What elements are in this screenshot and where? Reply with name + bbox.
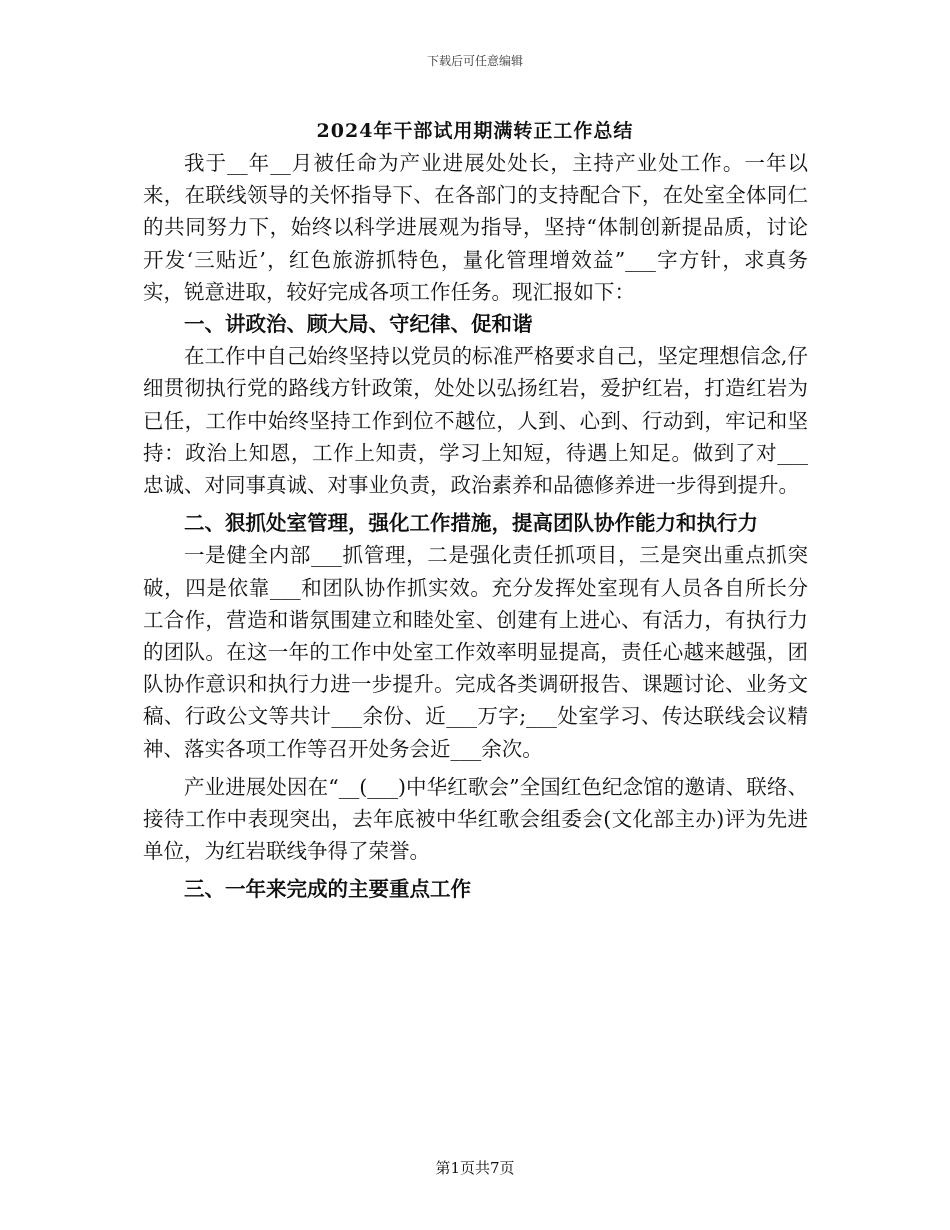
- page-header-note: 下载后可任意编辑: [426, 54, 523, 68]
- document-body: [143, 147, 808, 906]
- award-paragraph: 产业进展处因在“__(___)中华红歌会”全国红色纪念馆的邀请、联络、接待工作中表现突出，去年底被中华红歌会组委会(文化部主办)评为先进单位，为红岩联线争得了荣誉。: [143, 774, 808, 864]
- page-number-indicator: 第1页共7页: [435, 1159, 515, 1177]
- politics-paragraph: 在工作中自己始终坚持以党员的标准严格要求自己，坚定理想信念,仔细贯彻执行党的路线方针政策，处处以弘扬红岩，爱护红岩，打造红岩为已任，工作中始终坚持工作到位不越位，人到、心到、行动到，牢记和坚持：政治上知恩，工作上知责，学习上知短，待遇上知足。做到了对___忠诚、对同事真诚、对事业负责，政治素养和品德修养进一步得到提升。: [143, 344, 808, 498]
- section-heading-politics: 一、讲政治、顾大局、守纪律、促和谐: [184, 312, 533, 337]
- section-heading-management: 二、狠抓处室管理，强化工作措施，提高团队协作能力和执行力: [184, 511, 758, 536]
- document-title: 2024年干部试用期满转正工作总结: [316, 120, 634, 142]
- intro-paragraph: 我于__年__月被任命为产业进展处处长，主持产业处工作。一年以来，在联线领导的关怀指导下、在各部门的支持配合下，在处室全体同仁的共同努力下，始终以科学进展观为指导，坚持“体制创新提品质，讨论开发‘三贴近’，红色旅游抓特色，量化管理增效益”___字方针，求真务实，锐意进取，较好完成各项工作任务。现汇报如下：: [143, 151, 808, 304]
- section-heading-key-work: 三、一年来完成的主要重点工作: [184, 877, 471, 902]
- management-paragraph: 一是健全内部___抓管理，二是强化责任抓项目，三是突出重点抓突破，四是依靠___和团队协作抓实效。充分发挥处室现有人员各自所长分工合作，营造和谐氛围建立和睦处室、创建有上进心、有活力，有执行力的团队。在这一年的工作中处室工作效率明显提高，责任心越来越强，团队协作意识和执行力进一步提升。完成各类调研报告、课题讨论、业务文稿、行政公文等共计___余份、近___万字;___处室学习、传达联线会议精神、落实各项工作等召开处务会近___余次。: [143, 543, 808, 761]
